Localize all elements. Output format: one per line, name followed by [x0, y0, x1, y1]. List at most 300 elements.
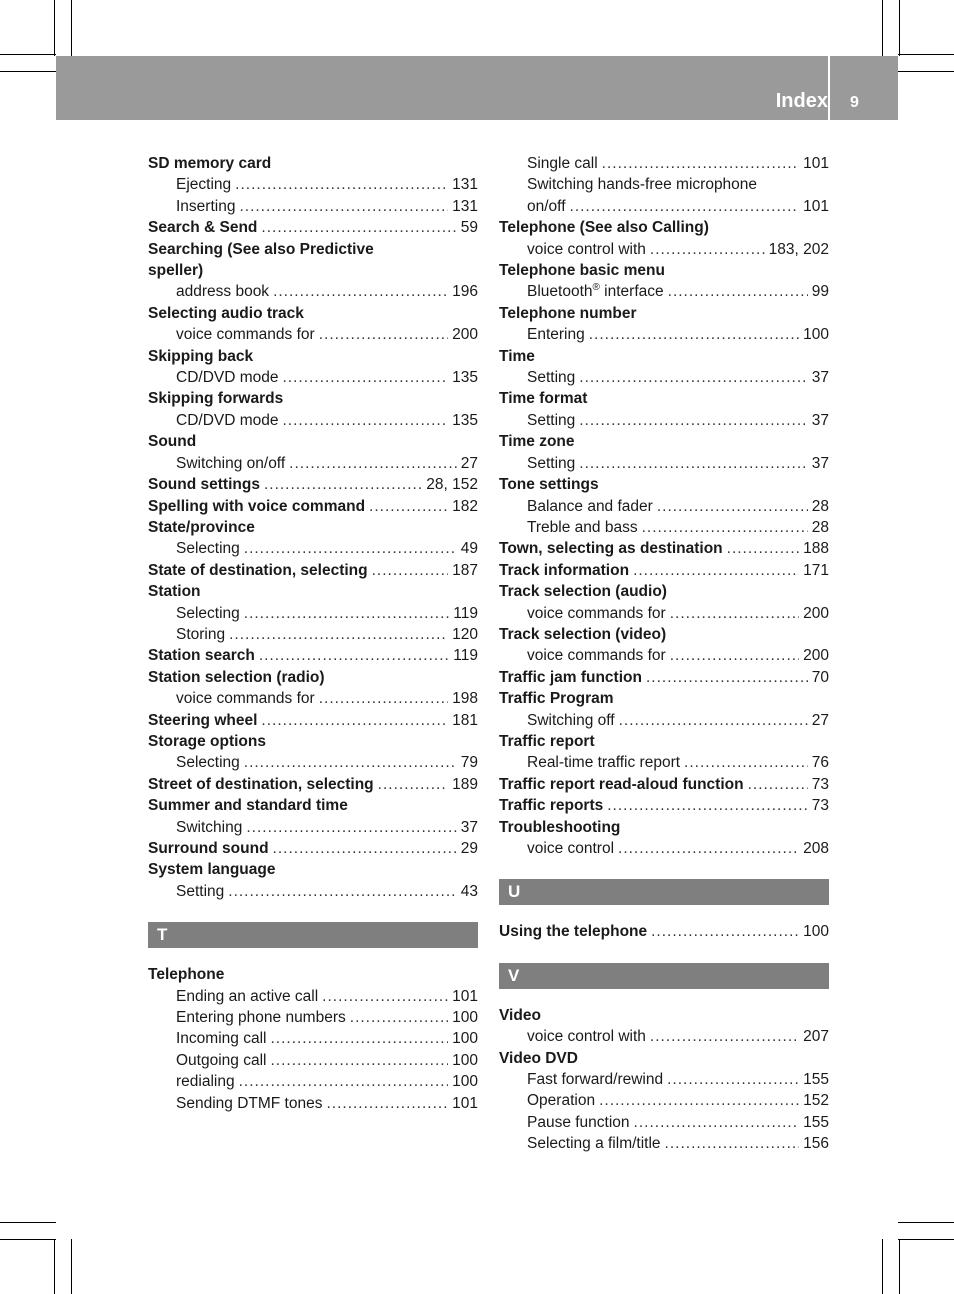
index-subentry [148, 410, 478, 431]
entry-label: Station selection (radio) [148, 668, 325, 686]
index-entry [148, 645, 478, 666]
entry-label: Switching on/off [176, 454, 286, 472]
index-subentry [148, 1093, 478, 1114]
crop-mark [0, 1239, 56, 1240]
index-entry [499, 388, 829, 409]
index-subentry [499, 174, 829, 195]
entry-label: Real-time traffic report [527, 754, 681, 772]
index-entry [148, 838, 478, 859]
index-entry [499, 688, 829, 709]
entry-page: 70 [811, 668, 829, 686]
entry-page: 73 [811, 797, 829, 815]
dot-leader [618, 838, 799, 859]
crop-mark [898, 71, 954, 72]
entry-page: 76 [811, 754, 829, 772]
entry-label: Traffic Program [499, 690, 614, 708]
dot-leader [283, 410, 449, 431]
index-subentry [148, 453, 478, 474]
entry-label: Switching off [527, 711, 615, 729]
entry-label: Incoming call [176, 1030, 267, 1048]
crop-mark [899, 0, 900, 56]
dot-leader [239, 1071, 449, 1092]
entry-label: Track information [499, 561, 630, 579]
index-subentry [499, 281, 829, 302]
dot-leader [283, 367, 449, 388]
entry-page: 156 [803, 1135, 829, 1153]
entry-page: 43 [460, 882, 478, 900]
entry-page: 29 [460, 840, 478, 857]
index-subentry [499, 1133, 829, 1154]
crop-mark [71, 1239, 72, 1294]
index-subentry [148, 174, 478, 195]
entry-page: 181 [452, 711, 478, 729]
entry-label: Spelling with voice command [148, 497, 366, 515]
entry-page: 208 [803, 840, 829, 857]
index-entry [148, 346, 478, 367]
entry-label: Single call [527, 155, 598, 172]
index-column-left [148, 153, 478, 1114]
entry-page: 155 [803, 1071, 829, 1089]
entry-page: 101 [452, 987, 478, 1005]
index-subentry [148, 752, 478, 773]
entry-page: 135 [452, 369, 478, 387]
crop-mark [0, 54, 56, 55]
dot-leader [570, 196, 800, 217]
index-subentry [148, 1050, 478, 1071]
registered-mark: ® [592, 282, 600, 294]
entry-label: Switching hands-free microphone [527, 176, 758, 194]
index-entry [148, 303, 478, 324]
entry-page: 187 [452, 561, 478, 579]
index-subentry [499, 153, 829, 174]
entry-page: 37 [811, 369, 829, 387]
index-subentry [499, 1069, 829, 1090]
entry-label: CD/DVD mode [176, 369, 279, 387]
index-subentry [499, 1026, 829, 1047]
header-divider [828, 56, 830, 120]
entry-label: voice commands for [527, 647, 666, 665]
entry-label: Telephone number [499, 304, 637, 322]
crop-mark [54, 1239, 55, 1294]
entry-label: Station [148, 583, 201, 601]
entry-page: 37 [811, 411, 829, 429]
dot-leader [319, 688, 448, 709]
crop-mark [898, 1222, 954, 1223]
dot-leader [229, 624, 448, 645]
index-entry [148, 496, 478, 517]
index-subentry [499, 645, 829, 666]
entry-page: 101 [452, 1094, 478, 1112]
entry-label: Switching [176, 818, 243, 836]
entry-label: Setting [527, 454, 576, 472]
entry-page: 79 [460, 754, 478, 772]
entry-label: Setting [176, 882, 225, 900]
dot-leader [589, 324, 799, 345]
entry-label: Telephone (See also Calling) [499, 219, 709, 237]
entry-label: Using the telephone [499, 923, 648, 941]
dot-leader [607, 795, 808, 816]
entry-page: 28, 152 [426, 476, 478, 494]
entry-page: 100 [452, 1051, 478, 1069]
index-subentry [499, 367, 829, 388]
entry-page: 152 [803, 1092, 829, 1110]
index-entry [499, 624, 829, 645]
entry-label: Traffic report read-aloud function [499, 775, 744, 793]
dot-leader [642, 517, 808, 538]
dot-leader [244, 752, 457, 773]
entry-label: Traffic reports [499, 797, 604, 815]
entry-label: Street of destination, selecting [148, 775, 374, 793]
entry-label: Treble and bass [527, 518, 638, 536]
entry-label: Track selection (video) [499, 625, 667, 643]
dot-leader [322, 986, 448, 1007]
dot-leader [668, 281, 808, 302]
entry-page: 119 [453, 647, 478, 665]
entry-page: 99 [811, 283, 829, 301]
index-entry [499, 667, 829, 688]
dot-leader [261, 217, 456, 238]
entry-label: Setting [527, 369, 576, 387]
entry-label: Video [499, 1006, 541, 1024]
entry-page: 188 [803, 540, 829, 558]
entry-page: 73 [811, 775, 829, 793]
dot-leader [646, 667, 808, 688]
index-entry [148, 667, 478, 688]
entry-label: Sound settings [148, 476, 260, 494]
index-entry [148, 774, 478, 795]
entry-page: 101 [803, 155, 829, 172]
crop-mark [882, 0, 883, 56]
entry-page: 183, 202 [768, 240, 829, 258]
entry-label: Summer and standard time [148, 797, 348, 815]
index-subentry [499, 517, 829, 538]
entry-label: redialing [176, 1073, 235, 1091]
index-subentry [148, 1007, 478, 1028]
dot-leader [273, 838, 457, 859]
entry-label: Ending an active call [176, 987, 319, 1005]
entry-page: 100 [803, 923, 829, 941]
dot-leader [667, 1069, 799, 1090]
entry-label: voice control with [527, 1028, 646, 1046]
dot-leader [727, 538, 799, 559]
dot-leader [665, 1133, 800, 1154]
entry-label: Bluetooth® interface [527, 282, 664, 301]
entry-page: 155 [803, 1113, 829, 1131]
dot-leader [670, 603, 799, 624]
entry-label: Telephone basic menu [499, 262, 665, 280]
entry-label: Entering [527, 326, 585, 344]
index-entry [499, 260, 829, 281]
section-header-t: T [148, 922, 478, 948]
entry-label: on/off [527, 197, 566, 215]
header-bar [56, 56, 898, 120]
entry-page: 100 [452, 1009, 478, 1027]
entry-label: SD memory card [148, 155, 272, 172]
index-entry [499, 581, 829, 602]
entry-label: Outgoing call [176, 1051, 267, 1069]
dot-leader [326, 1093, 448, 1114]
index-entry [148, 731, 478, 752]
dot-leader [289, 453, 457, 474]
index-entry [499, 474, 829, 495]
entry-page: 200 [803, 604, 829, 622]
entry-page: 101 [803, 197, 829, 215]
index-entry [499, 538, 829, 559]
index-entry [148, 217, 478, 238]
index-subentry [499, 1112, 829, 1133]
entry-page: 28 [811, 518, 829, 536]
dot-leader [369, 496, 448, 517]
dot-leader [235, 174, 448, 195]
index-subentry [499, 752, 829, 773]
index-entry [499, 346, 829, 367]
dot-leader [633, 560, 799, 581]
dot-leader [602, 153, 799, 174]
section-header-u: U [499, 879, 829, 905]
page-number: 9 [850, 94, 859, 111]
index-entry [148, 859, 478, 880]
entry-label: voice control [527, 840, 615, 857]
dot-leader [270, 1028, 448, 1049]
dot-leader [650, 1026, 799, 1047]
entry-page: 37 [811, 454, 829, 472]
dot-leader [273, 281, 448, 302]
entry-page: 198 [452, 690, 478, 708]
dot-leader [634, 1112, 800, 1133]
index-subentry [148, 281, 478, 302]
entry-label: CD/DVD mode [176, 411, 279, 429]
index-entry [499, 774, 829, 795]
entry-page: 28 [811, 497, 829, 515]
index-entry [148, 517, 478, 538]
index-subentry [499, 196, 829, 217]
entry-page: 120 [452, 625, 478, 643]
index-subentry [148, 817, 478, 838]
index-entry [499, 560, 829, 581]
index-entry [499, 731, 829, 752]
crop-mark [899, 1239, 900, 1294]
entry-label: voice commands for [176, 326, 315, 344]
dot-leader [259, 645, 449, 666]
dot-leader [246, 817, 456, 838]
dot-leader [599, 1090, 799, 1111]
entry-page: 119 [453, 604, 478, 622]
index-subentry [148, 367, 478, 388]
entry-page: 200 [803, 647, 829, 665]
index-subentry [148, 1028, 478, 1049]
index-entry [148, 581, 478, 602]
index-entry [148, 710, 478, 731]
dot-leader [657, 496, 808, 517]
index-entry [148, 388, 478, 409]
entry-label: Video DVD [499, 1049, 578, 1067]
entry-label: Sound [148, 433, 197, 451]
dot-leader [619, 710, 808, 731]
entry-label: System language [148, 861, 276, 879]
dot-leader [748, 774, 808, 795]
dot-leader [378, 774, 448, 795]
index-subentry [499, 710, 829, 731]
entry-label: Storage options [148, 732, 266, 750]
entry-page: 131 [452, 197, 478, 215]
dot-leader [270, 1050, 448, 1071]
entry-page: 100 [803, 326, 829, 344]
index-subentry [499, 453, 829, 474]
entry-page: 131 [452, 176, 478, 194]
entry-label: State/province [148, 518, 255, 536]
index-entry [148, 431, 478, 452]
entry-label: Searching (See also Predictive [148, 240, 374, 258]
entry-label: Selecting [176, 604, 240, 622]
entry-label: State of destination, selecting [148, 561, 368, 579]
index-subentry [499, 410, 829, 431]
index-subentry [148, 196, 478, 217]
entry-page: 135 [452, 411, 478, 429]
entry-label: Skipping forwards [148, 390, 284, 408]
index-subentry [148, 1071, 478, 1092]
dot-leader [228, 881, 456, 902]
crop-mark [0, 1222, 56, 1223]
crop-mark [898, 1239, 954, 1240]
entry-page: 59 [460, 219, 478, 237]
index-entry [499, 303, 829, 324]
index-entry [499, 1048, 829, 1069]
entry-label: Search & Send [148, 219, 258, 237]
entry-label: Traffic report [499, 732, 595, 750]
index-subentry [499, 496, 829, 517]
index-entry [499, 795, 829, 816]
entry-label: Track selection (audio) [499, 583, 667, 601]
entry-page: 189 [452, 775, 478, 793]
entry-label: Storing [176, 625, 226, 643]
entry-label: Traffic jam function [499, 668, 642, 686]
entry-label: Inserting [176, 197, 236, 215]
page-title: Index [775, 90, 828, 112]
dot-leader [670, 645, 799, 666]
entry-page: 37 [460, 818, 478, 836]
entry-label: Selecting [176, 540, 240, 558]
dot-leader [579, 367, 807, 388]
index-subentry [148, 881, 478, 902]
dot-leader [651, 921, 799, 942]
entry-page: 27 [460, 454, 478, 472]
crop-mark [882, 1239, 883, 1294]
dot-leader [350, 1007, 448, 1028]
entry-label: voice control with [527, 240, 646, 258]
index-subentry [148, 624, 478, 645]
crop-mark [0, 71, 56, 72]
section-header-v: V [499, 963, 829, 989]
index-entry [148, 474, 478, 495]
crop-mark [71, 0, 72, 56]
index-entry [148, 260, 478, 281]
index-entry [148, 560, 478, 581]
dot-leader [319, 324, 448, 345]
entry-label: Tone settings [499, 476, 599, 494]
dot-leader [244, 538, 457, 559]
entry-label: Time zone [499, 433, 575, 451]
entry-page: 200 [452, 326, 478, 344]
dot-leader [239, 196, 448, 217]
entry-label: Operation [527, 1092, 596, 1110]
entry-label: Balance and fader [527, 497, 653, 515]
dot-leader [650, 239, 765, 260]
dot-leader [579, 453, 807, 474]
index-entry [499, 217, 829, 238]
dot-leader [579, 410, 807, 431]
index-subentry [499, 324, 829, 345]
index-subentry [148, 538, 478, 559]
dot-leader [264, 474, 422, 495]
entry-label: Entering phone numbers [176, 1009, 346, 1027]
entry-page: 171 [803, 561, 829, 579]
index-entry [499, 431, 829, 452]
entry-label: Surround sound [148, 840, 269, 857]
index-subentry [499, 1090, 829, 1111]
index-subentry [499, 838, 829, 859]
entry-label: Town, selecting as destination [499, 540, 723, 558]
dot-leader [244, 603, 450, 624]
entry-label: Pause function [527, 1113, 630, 1131]
index-entry [499, 817, 829, 838]
entry-label: Selecting [176, 754, 240, 772]
entry-label: Telephone [148, 966, 225, 984]
index-entry [148, 795, 478, 816]
index-subentry [499, 239, 829, 260]
index-subentry [148, 986, 478, 1007]
index-entry [148, 964, 478, 985]
dot-leader [261, 710, 448, 731]
entry-label: Skipping back [148, 347, 254, 365]
entry-label: Ejecting [176, 176, 232, 194]
index-column-right [499, 153, 829, 1155]
index-entry [499, 1005, 829, 1026]
crop-mark [898, 54, 954, 55]
entry-label: Station search [148, 647, 255, 665]
dot-leader [372, 560, 449, 581]
entry-label: Selecting audio track [148, 304, 304, 322]
index-entry [499, 921, 829, 942]
entry-page: 196 [452, 283, 478, 301]
entry-label: Setting [527, 411, 576, 429]
index-entry [148, 239, 478, 260]
entry-page: 100 [452, 1030, 478, 1048]
index-subentry [148, 603, 478, 624]
entry-page: 49 [460, 540, 478, 558]
entry-label: voice commands for [176, 690, 315, 708]
entry-label: address book [176, 283, 270, 301]
entry-label: Fast forward/rewind [527, 1071, 664, 1089]
entry-label: Troubleshooting [499, 818, 621, 836]
dot-leader [684, 752, 808, 773]
entry-label: voice commands for [527, 604, 666, 622]
entry-page: 100 [452, 1073, 478, 1091]
entry-label: Time [499, 347, 535, 365]
entry-label: Time format [499, 390, 588, 408]
entry-label: Steering wheel [148, 711, 258, 729]
crop-mark [54, 0, 55, 56]
entry-label: speller) [148, 262, 204, 280]
index-subentry [148, 324, 478, 345]
entry-label: Selecting a film/title [527, 1135, 661, 1153]
index-subentry [148, 688, 478, 709]
entry-label: Sending DTMF tones [176, 1094, 323, 1112]
entry-page: 207 [803, 1028, 829, 1046]
entry-page: 27 [811, 711, 829, 729]
entry-page: 182 [452, 497, 478, 515]
index-entry [148, 153, 478, 174]
index-subentry [499, 603, 829, 624]
